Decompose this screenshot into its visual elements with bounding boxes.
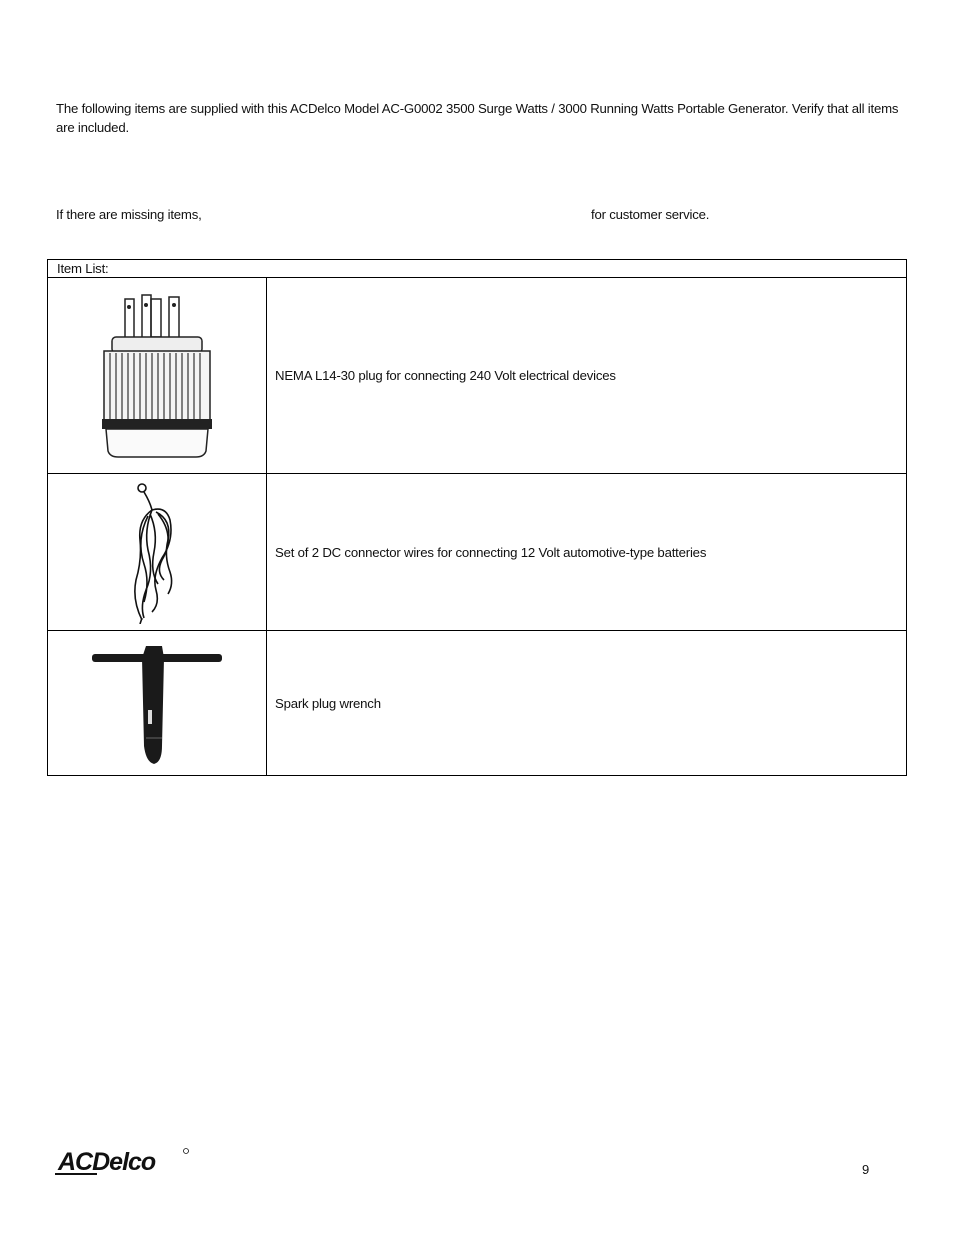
table-row (48, 631, 907, 776)
item-list-table (47, 259, 907, 776)
item-image-cell (48, 474, 267, 631)
table-row (48, 474, 907, 631)
table-row (48, 278, 907, 474)
page-number: 9 (862, 1162, 870, 1177)
intro-paragraph: The following items are supplied with this ACDelco Model AC-G0002 3500 Surge Watts / 3000 Running Watts Portable Generator. Verify that all items are included. (56, 101, 899, 135)
item-image-cell (48, 278, 267, 474)
dc-wires-icon (48, 480, 266, 624)
acdelco-logo (55, 1146, 191, 1178)
missing-items-text: If there are missing items, (56, 207, 202, 222)
item-description: Set of 2 DC connector wires for connecting 12 Volt automotive-type batteries (267, 474, 907, 631)
item-description: NEMA L14-30 plug for connecting 240 Volt electrical devices (267, 278, 907, 474)
item-description: Spark plug wrench (267, 631, 907, 776)
spark-plug-wrench-icon (48, 638, 266, 768)
table-header: Item List: (48, 260, 907, 278)
twist-lock-plug-icon (48, 293, 266, 459)
item-image-cell (48, 631, 267, 776)
customer-service-text: for customer service. (591, 207, 710, 222)
table-header-row (48, 260, 907, 278)
svg-text:ACDelco: ACDelco (58, 1148, 156, 1176)
